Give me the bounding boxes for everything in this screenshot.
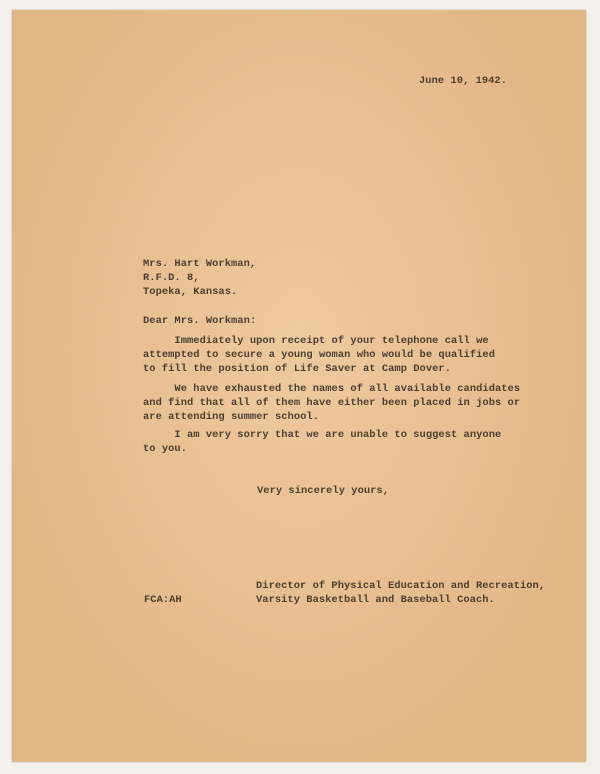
recipient-route: R.F.D. 8, [143, 272, 200, 284]
letter-date: June 10, 1942. [419, 75, 507, 87]
paragraph-3-line-1: I am very sorry that we are unable to suggest anyone [143, 429, 502, 441]
signature-title-line-1: Director of Physical Education and Recreation, [256, 580, 546, 592]
paragraph-2-line-1: We have exhausted the names of all available candidates [143, 383, 521, 395]
closing: Very sincerely yours, [257, 485, 389, 497]
recipient-city: Topeka, Kansas. [143, 286, 238, 298]
paragraph-3-line-2: to you. [143, 443, 187, 455]
paragraph-1-line-3: to fill the position of Life Saver at Camp Dover. [143, 363, 451, 375]
letter-page [12, 10, 586, 762]
paragraph-1-line-2: attempted to secure a young woman who would be qualified [143, 349, 495, 361]
recipient-name: Mrs. Hart Workman, [143, 258, 257, 270]
salutation: Dear Mrs. Workman: [143, 315, 257, 327]
paragraph-2-line-2: and find that all of them have either been placed in jobs or [143, 397, 521, 409]
paragraph-1-line-1: Immediately upon receipt of your telephone call we [143, 335, 489, 347]
initials: FCA:AH [144, 594, 182, 606]
paragraph-2-line-3: are attending summer school. [143, 411, 319, 423]
signature-title-line-2: Varsity Basketball and Baseball Coach. [256, 594, 495, 606]
